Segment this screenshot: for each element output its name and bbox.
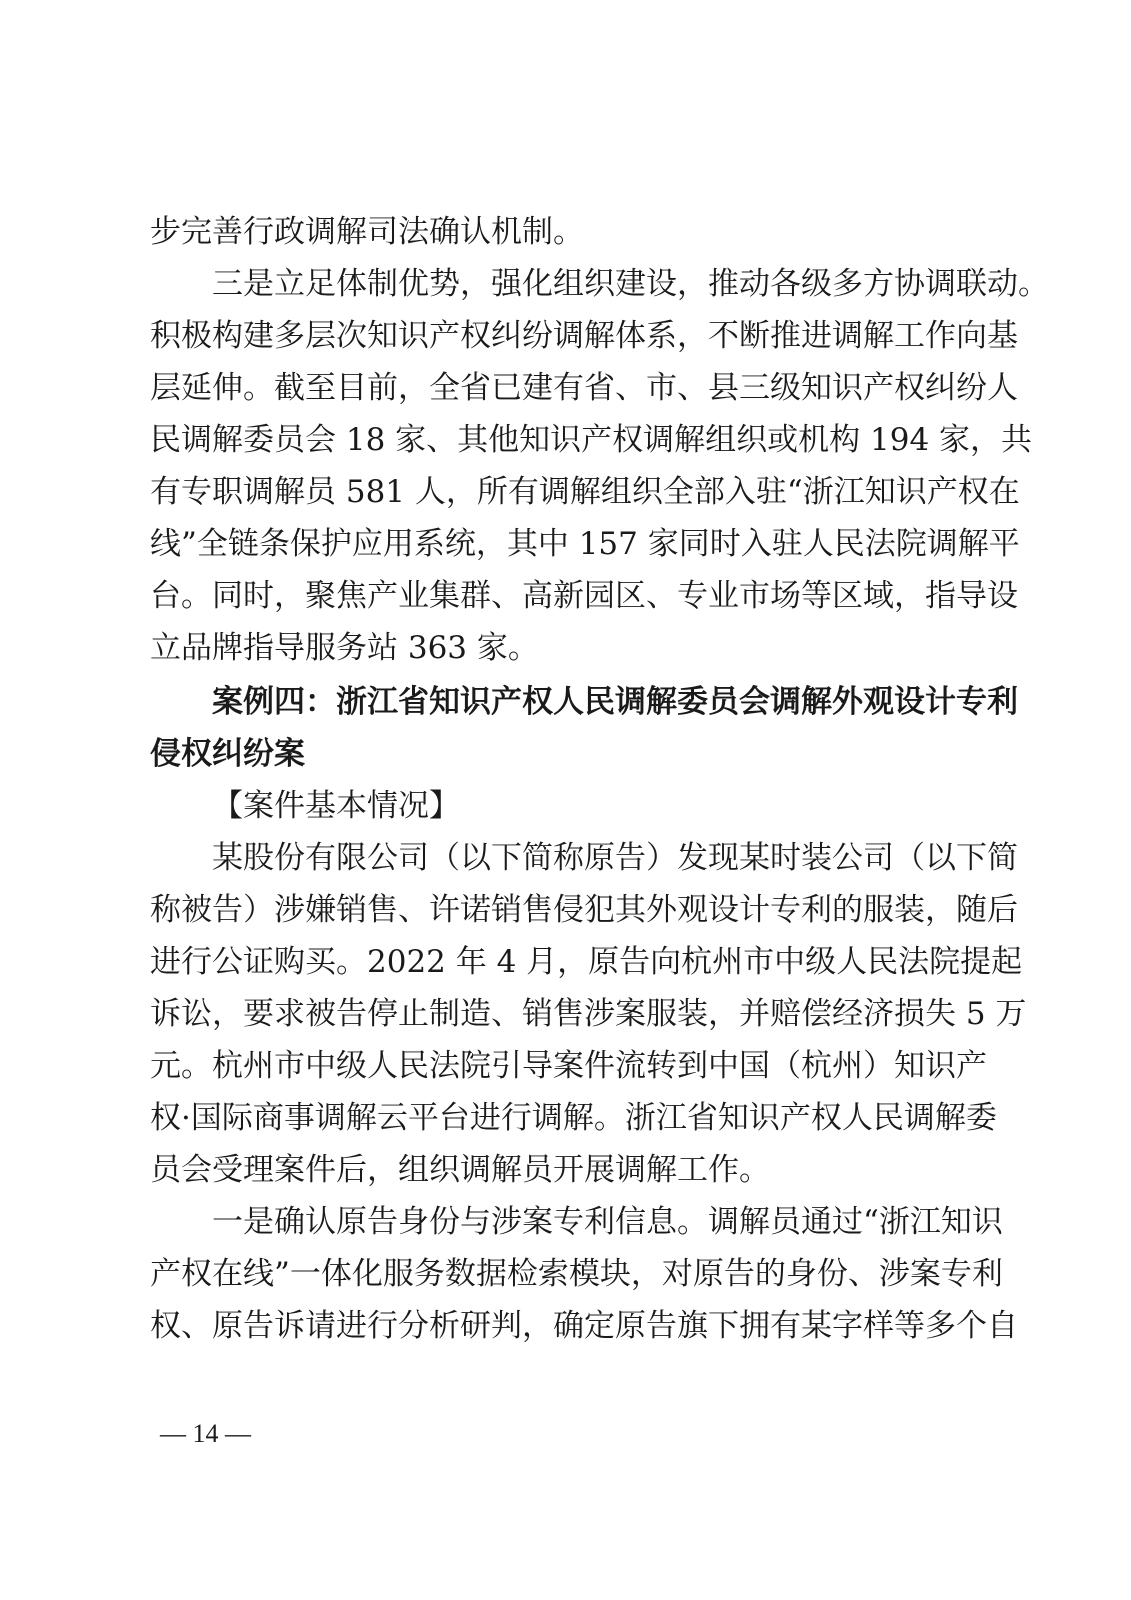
case-text-line: 某股份有限公司（以下简称原告）发现某时装公司（以下简 xyxy=(212,840,1018,876)
analysis-text-line: 一是确认原告身份与涉案专利信息。调解员通过“浙江知识 xyxy=(212,1204,1003,1240)
body-text-line: 三是立足体制优势，强化组织建设，推动各级多方协调联动。 xyxy=(212,266,1049,302)
case-text-line: 元。杭州市中级人民法院引导案件流转到中国（杭州）知识产 xyxy=(150,1048,987,1084)
body-text-line: 积极构建多层次知识产权纠纷调解体系，不断推进调解工作向基 xyxy=(150,318,1018,354)
body-text-line: 线”全链条保护应用系统，其中 157 家同时入驻人民法院调解平 xyxy=(150,526,1020,562)
case-heading: 案例四：浙江省知识产权人民调解委员会调解外观设计专利 xyxy=(212,684,1018,720)
analysis-text-line: 产权在线”一体化服务数据检索模块，对原告的身份、涉案专利 xyxy=(150,1256,1003,1292)
body-text-line: 民调解委员会 18 家、其他知识产权调解组织或机构 194 家，共 xyxy=(150,422,1033,458)
section-label: 【案件基本情况】 xyxy=(212,788,460,824)
case-text-line: 诉讼，要求被告停止制造、销售涉案服装，并赔偿经济损失 5 万 xyxy=(150,996,1027,1032)
page-number: — 14 — xyxy=(160,1419,251,1448)
body-text-line: 步完善行政调解司法确认机制。 xyxy=(150,214,584,250)
case-text-line: 权·国际商事调解云平台进行调解。浙江省知识产权人民调解委 xyxy=(150,1100,997,1136)
case-text-line: 员会受理案件后，组织调解员开展调解工作。 xyxy=(150,1152,770,1188)
body-text-line: 立品牌指导服务站 363 家。 xyxy=(150,630,539,666)
body-text-line: 台。同时，聚焦产业集群、高新园区、专业市场等区域，指导设 xyxy=(150,578,1018,614)
case-heading-continued: 侵权纠纷案 xyxy=(150,736,305,772)
analysis-text-line: 权、原告诉请进行分析研判，确定原告旗下拥有某字样等多个自 xyxy=(150,1308,1018,1344)
case-text-line: 称被告）涉嫌销售、许诺销售侵犯其外观设计专利的服装，随后 xyxy=(150,892,1018,928)
body-text-line: 层延伸。截至目前，全省已建有省、市、县三级知识产权纠纷人 xyxy=(150,370,1018,406)
body-text-line: 有专职调解员 581 人，所有调解组织全部入驻“浙江知识产权在 xyxy=(150,474,1020,510)
case-text-line: 进行公证购买。2022 年 4 月，原告向杭州市中级人民法院提起 xyxy=(150,944,1023,980)
